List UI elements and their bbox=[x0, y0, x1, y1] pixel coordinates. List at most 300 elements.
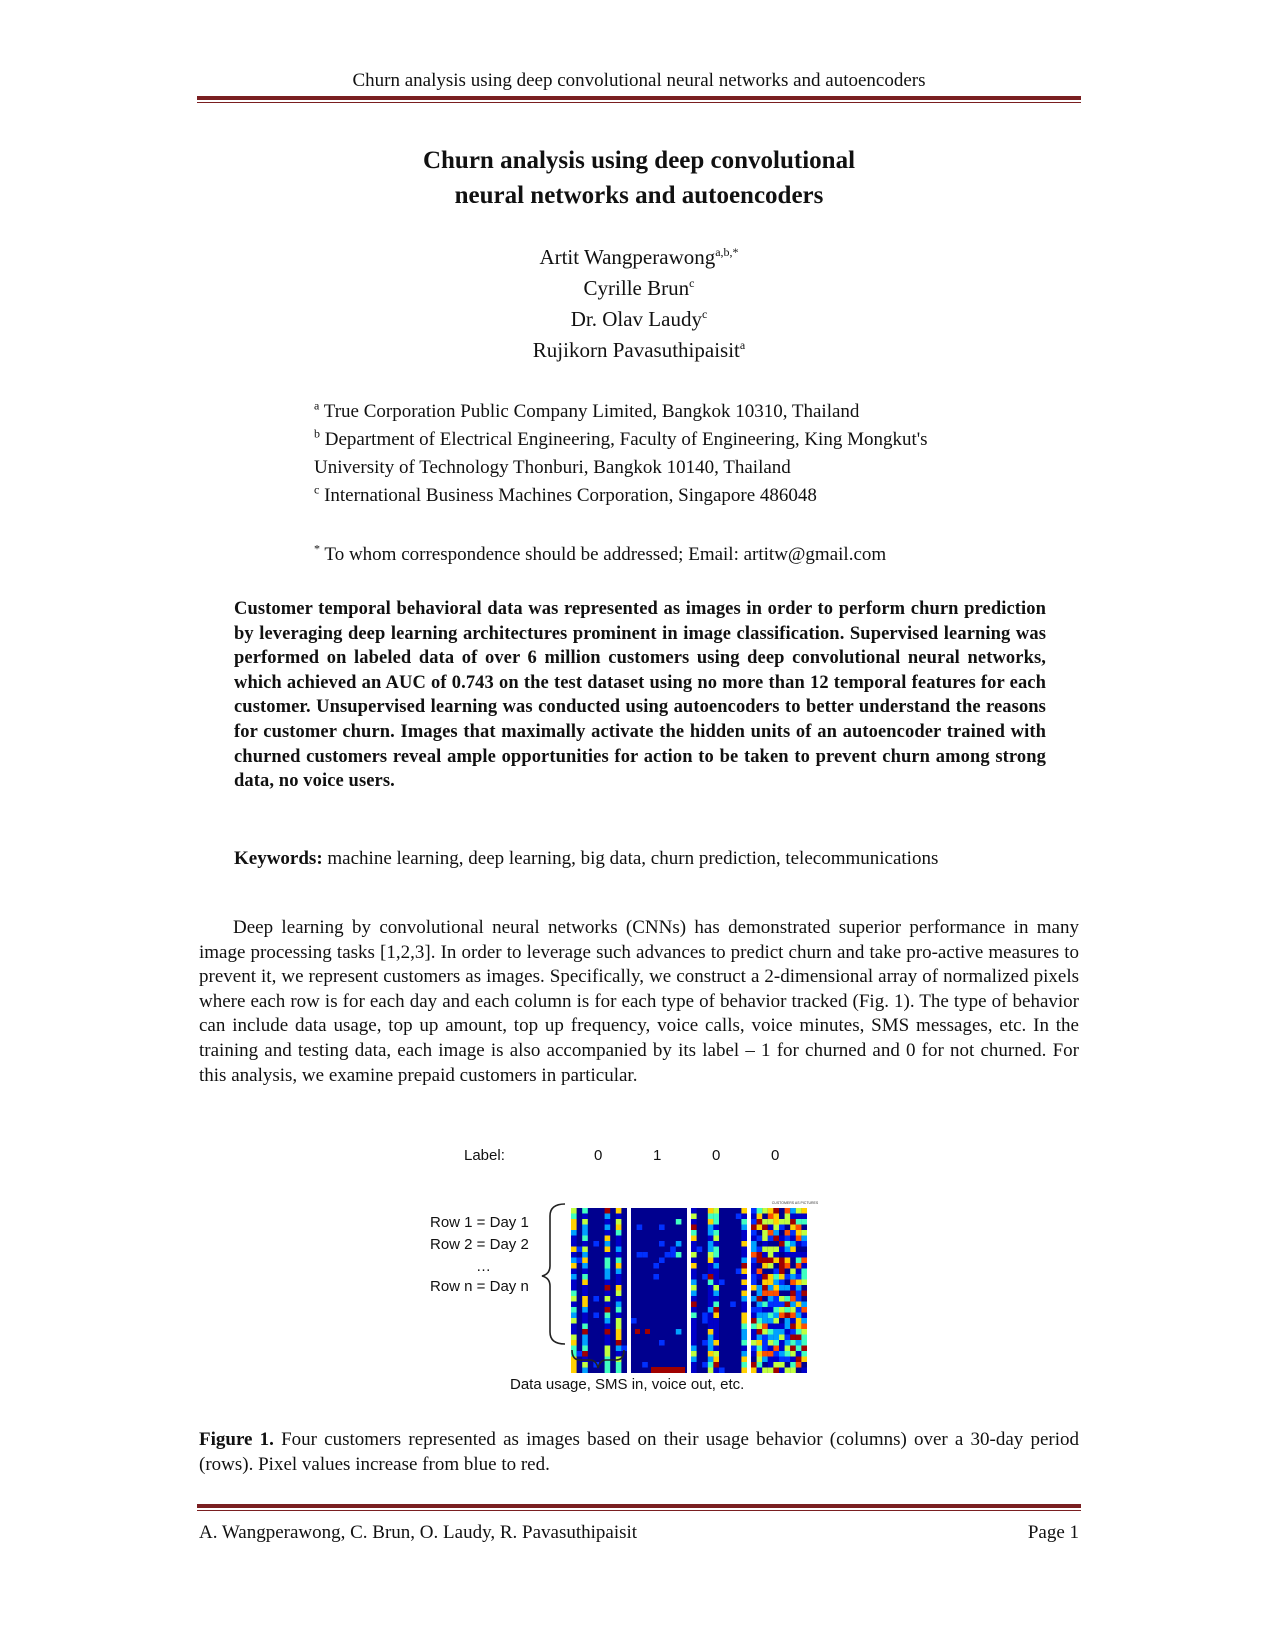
pixel-cell bbox=[713, 1324, 719, 1330]
pixel-cell bbox=[741, 1335, 747, 1341]
pixel-cell bbox=[757, 1362, 763, 1368]
pixel-cell bbox=[762, 1307, 768, 1313]
row-label: … bbox=[476, 1258, 491, 1275]
pixel-cell bbox=[790, 1362, 796, 1368]
pixel-cell bbox=[801, 1263, 807, 1269]
pixel-cell bbox=[751, 1307, 757, 1313]
tiny-title: CUSTOMERS AS PICTURES bbox=[771, 1201, 819, 1205]
pixel-cell bbox=[773, 1313, 779, 1319]
pixel-cell bbox=[708, 1302, 714, 1308]
pixel-cell bbox=[741, 1214, 747, 1220]
pixel-cell bbox=[790, 1269, 796, 1275]
pixel-cell bbox=[801, 1351, 807, 1357]
pixel-cell bbox=[691, 1258, 697, 1264]
pixel-cell bbox=[796, 1291, 802, 1297]
pixel-cell bbox=[582, 1307, 588, 1313]
pixel-cell bbox=[807, 1208, 811, 1373]
pixel-cell bbox=[631, 1318, 637, 1324]
pixel-cell bbox=[713, 1241, 719, 1247]
pixel-cell bbox=[582, 1335, 588, 1341]
pixel-cell bbox=[713, 1219, 719, 1225]
title-line-2: neural networks and autoencoders bbox=[454, 182, 824, 209]
pixel-cell bbox=[779, 1296, 785, 1302]
pixel-cell bbox=[801, 1258, 807, 1264]
pixel-cell bbox=[708, 1346, 714, 1352]
pixel-cell bbox=[773, 1318, 779, 1324]
pixel-cell bbox=[801, 1318, 807, 1324]
pixel-cell bbox=[571, 1324, 577, 1330]
pixel-cell bbox=[691, 1329, 697, 1335]
pixel-cell bbox=[751, 1263, 757, 1269]
caption-text: Four customers represented as images based on their usage behavior (columns) over a 30-day period (rows). Pixel values increase from blue to red. bbox=[199, 1429, 1080, 1475]
affiliation-text: International Business Machines Corporation, Singapore 486048 bbox=[324, 485, 817, 506]
pixel-cell bbox=[773, 1236, 779, 1242]
pixel-cell bbox=[757, 1368, 763, 1374]
pixel-cell bbox=[741, 1296, 747, 1302]
pixel-cell bbox=[762, 1285, 768, 1291]
pixel-cell bbox=[582, 1274, 588, 1280]
pixel-cell bbox=[779, 1258, 785, 1264]
pixel-cell bbox=[779, 1313, 785, 1319]
pixel-cell bbox=[768, 1280, 774, 1286]
pixel-cell bbox=[751, 1346, 757, 1352]
pixel-cell bbox=[605, 1296, 611, 1302]
pixel-cell bbox=[708, 1258, 714, 1264]
pixel-cell bbox=[616, 1214, 622, 1220]
pixel-cell bbox=[713, 1291, 719, 1297]
pixel-cell bbox=[708, 1225, 714, 1231]
figure-label-value: 1 bbox=[653, 1147, 662, 1164]
pixel-cell bbox=[593, 1296, 599, 1302]
pixel-cell bbox=[801, 1269, 807, 1275]
pixel-cell bbox=[790, 1307, 796, 1313]
pixel-cell bbox=[708, 1247, 714, 1253]
pixel-cell bbox=[702, 1313, 708, 1319]
row-label: Row 1 = Day 1 bbox=[430, 1214, 529, 1231]
pixel-cell bbox=[801, 1291, 807, 1297]
pixel-cell bbox=[757, 1324, 763, 1330]
pixel-cell bbox=[773, 1214, 779, 1220]
pixel-cell bbox=[708, 1263, 714, 1269]
pixel-cell bbox=[605, 1329, 611, 1335]
pixel-cell bbox=[713, 1280, 719, 1286]
pixel-cell bbox=[713, 1351, 719, 1357]
pixel-cell bbox=[768, 1329, 774, 1335]
pixel-cell bbox=[801, 1241, 807, 1247]
pixel-cell bbox=[768, 1247, 774, 1253]
pixel-cell bbox=[708, 1307, 714, 1313]
pixel-cell bbox=[631, 1208, 687, 1373]
pixel-cell bbox=[571, 1285, 577, 1291]
pixel-cell bbox=[741, 1362, 747, 1368]
pixel-cell bbox=[751, 1258, 757, 1264]
pixel-cell bbox=[773, 1269, 779, 1275]
pixel-cell bbox=[582, 1302, 588, 1308]
pixel-cell bbox=[713, 1274, 719, 1280]
pixel-cell bbox=[708, 1274, 714, 1280]
pixel-cell bbox=[762, 1324, 768, 1330]
pixel-cell bbox=[796, 1329, 802, 1335]
pixel-cell bbox=[796, 1318, 802, 1324]
pixel-cell bbox=[757, 1340, 763, 1346]
pixel-cell bbox=[801, 1208, 807, 1214]
pixel-cell bbox=[773, 1351, 779, 1357]
author-name: Dr. Olav Laudy bbox=[570, 307, 702, 331]
pixel-cell bbox=[605, 1307, 611, 1313]
pixel-cell bbox=[645, 1329, 650, 1334]
pixel-cell bbox=[582, 1313, 588, 1319]
pixel-cell bbox=[691, 1324, 697, 1330]
pixel-cell bbox=[762, 1263, 768, 1269]
pixel-cell bbox=[790, 1340, 796, 1346]
pixel-cell bbox=[785, 1313, 791, 1319]
pixel-cell bbox=[616, 1335, 622, 1341]
pixel-cell bbox=[790, 1236, 796, 1242]
pixel-cell bbox=[751, 1208, 757, 1214]
pixel-cell bbox=[730, 1302, 736, 1308]
pixel-cell bbox=[708, 1269, 714, 1275]
pixel-cell bbox=[779, 1302, 785, 1308]
pixel-cell bbox=[751, 1362, 757, 1368]
pixel-cell bbox=[571, 1230, 577, 1236]
pixel-cell bbox=[779, 1346, 785, 1352]
pixel-cell bbox=[796, 1208, 802, 1214]
pixel-cell bbox=[751, 1368, 757, 1374]
pixel-cell bbox=[768, 1318, 774, 1324]
pixel-cell bbox=[691, 1252, 697, 1258]
pixel-cell bbox=[582, 1368, 588, 1374]
pixel-cell bbox=[713, 1247, 719, 1253]
pixel-cell bbox=[708, 1351, 714, 1357]
pixel-cell bbox=[768, 1208, 774, 1214]
pixel-cell bbox=[741, 1252, 747, 1258]
pixel-cell bbox=[747, 1208, 751, 1373]
pixel-cell bbox=[773, 1230, 779, 1236]
abstract: Customer temporal behavioral data was represented as images in order to perform churn prediction by leveraging deep learning architectures prominent in image classification. Supervised learning was performed on labeled data of over 6 million customers using deep convolutional neural networks, which achieved an AUC of 0.743 on the test dataset using no more than 12 temporal features for each customer. Unsupervised learning was conducted using autoencoders to better understand the reasons for customer churn. Images that maximally activate the hidden units of an autoencoder trained with churned customers reveal ample opportunities for action to be taken to prevent churn among strong data, no voice users. bbox=[234, 599, 1046, 792]
author bbox=[197, 242, 1081, 273]
pixel-cell bbox=[713, 1368, 719, 1374]
pixel-cell bbox=[616, 1368, 622, 1374]
pixel-cell bbox=[616, 1252, 622, 1258]
pixel-cell bbox=[785, 1241, 791, 1247]
pixel-cell bbox=[605, 1362, 611, 1368]
pixel-cell bbox=[659, 1241, 665, 1247]
pixel-cell bbox=[790, 1335, 796, 1341]
pixel-cell bbox=[762, 1219, 768, 1225]
pixel-cell bbox=[571, 1247, 577, 1253]
pixel-cell bbox=[790, 1225, 796, 1231]
pixel-cell bbox=[751, 1247, 757, 1253]
pixel-cell bbox=[571, 1236, 577, 1242]
pixel-cell bbox=[762, 1258, 768, 1264]
pixel-cell bbox=[691, 1263, 697, 1269]
pixel-cell bbox=[582, 1285, 588, 1291]
pixel-cell bbox=[571, 1318, 577, 1324]
pixel-cell bbox=[708, 1214, 714, 1220]
pixel-cell bbox=[757, 1351, 763, 1357]
pixel-cell bbox=[768, 1214, 774, 1220]
pixel-cell bbox=[801, 1313, 807, 1319]
pixel-cell bbox=[713, 1236, 719, 1242]
pixel-cell bbox=[785, 1296, 791, 1302]
pixel-cell bbox=[687, 1208, 691, 1373]
pixel-cell bbox=[751, 1230, 757, 1236]
pixel-cell bbox=[790, 1357, 796, 1363]
pixel-cell bbox=[605, 1313, 611, 1319]
pixel-cell bbox=[571, 1225, 577, 1231]
pixel-cell bbox=[651, 1367, 685, 1373]
keywords-label: Keywords: bbox=[234, 848, 323, 869]
pixel-cell bbox=[635, 1329, 640, 1334]
pixel-cell bbox=[605, 1214, 611, 1220]
pixel-cell bbox=[571, 1269, 577, 1275]
affiliation bbox=[314, 398, 994, 426]
pixel-cell bbox=[582, 1241, 588, 1247]
pixel-cell bbox=[751, 1225, 757, 1231]
pixel-cell bbox=[571, 1274, 577, 1280]
pixel-cell bbox=[616, 1302, 622, 1308]
pixel-cell bbox=[785, 1329, 791, 1335]
pixel-cell bbox=[785, 1252, 791, 1258]
pixel-cell bbox=[616, 1296, 622, 1302]
pixel-cell bbox=[762, 1236, 768, 1242]
pixel-cell bbox=[713, 1313, 719, 1319]
pixel-cell bbox=[751, 1219, 757, 1225]
pixel-cell bbox=[796, 1285, 802, 1291]
rows-brace-icon bbox=[542, 1204, 565, 1344]
pixel-cell bbox=[790, 1241, 796, 1247]
pixel-cell bbox=[801, 1214, 807, 1220]
pixel-cell bbox=[708, 1368, 714, 1374]
pixel-cell bbox=[757, 1219, 763, 1225]
pixel-cell bbox=[785, 1208, 791, 1214]
pixel-cell bbox=[762, 1346, 768, 1352]
figure-label-value: 0 bbox=[771, 1147, 780, 1164]
pixel-cell bbox=[708, 1241, 714, 1247]
author-list bbox=[197, 242, 1081, 366]
pixel-cell bbox=[605, 1236, 611, 1242]
pixel-cell bbox=[801, 1324, 807, 1330]
author-name: Rujikorn Pavasuthipaisit bbox=[532, 338, 740, 362]
pixel-cell bbox=[571, 1335, 577, 1341]
pixel-cell bbox=[773, 1225, 779, 1231]
pixel-cell bbox=[779, 1225, 785, 1231]
pixel-cell bbox=[801, 1357, 807, 1363]
pixel-cell bbox=[571, 1307, 577, 1313]
pixel-cell bbox=[691, 1362, 697, 1368]
pixel-cell bbox=[796, 1362, 802, 1368]
pixel-cell bbox=[757, 1329, 763, 1335]
pixel-cell bbox=[768, 1225, 774, 1231]
pixel-cell bbox=[616, 1263, 622, 1269]
pixel-cell bbox=[773, 1324, 779, 1330]
pixel-cell bbox=[773, 1335, 779, 1341]
pixel-cell bbox=[582, 1258, 588, 1264]
pixel-cell bbox=[785, 1357, 791, 1363]
pixel-cell bbox=[697, 1247, 703, 1253]
pixel-cell bbox=[779, 1335, 785, 1341]
pixel-cell bbox=[773, 1302, 779, 1308]
pixel-cell bbox=[773, 1208, 779, 1214]
pixel-cell bbox=[582, 1329, 588, 1335]
pixel-cell bbox=[741, 1307, 747, 1313]
pixel-cell bbox=[762, 1241, 768, 1247]
figure-graphic bbox=[440, 1150, 860, 1405]
pixel-cell bbox=[751, 1252, 757, 1258]
pixel-cell bbox=[779, 1280, 785, 1286]
pixel-cell bbox=[605, 1302, 611, 1308]
pixel-cell bbox=[713, 1335, 719, 1341]
pixel-cell bbox=[762, 1252, 768, 1258]
pixel-cell bbox=[691, 1313, 697, 1319]
pixel-cell bbox=[708, 1230, 714, 1236]
pixel-cell bbox=[605, 1318, 611, 1324]
pixel-cell bbox=[768, 1302, 774, 1308]
author bbox=[197, 335, 1081, 366]
pixel-cell bbox=[790, 1324, 796, 1330]
pixel-cell bbox=[741, 1329, 747, 1335]
pixel-cell bbox=[571, 1258, 577, 1264]
pixel-cell bbox=[708, 1285, 714, 1291]
pixel-cell bbox=[627, 1208, 631, 1373]
pixel-cell bbox=[571, 1313, 577, 1319]
pixel-cell bbox=[768, 1219, 774, 1225]
pixel-cell bbox=[785, 1263, 791, 1269]
pixel-cell bbox=[801, 1307, 807, 1313]
pixel-cell bbox=[757, 1274, 763, 1280]
pixel-cell bbox=[736, 1269, 742, 1275]
pixel-cell bbox=[762, 1280, 768, 1286]
pixel-cell bbox=[691, 1208, 697, 1214]
figure-1 bbox=[430, 1147, 860, 1405]
footer-rule bbox=[197, 1504, 1081, 1511]
caption-label: Figure 1. bbox=[199, 1429, 274, 1450]
pixel-cell bbox=[571, 1368, 577, 1374]
pixel-cell bbox=[779, 1329, 785, 1335]
pixel-cell bbox=[790, 1252, 796, 1258]
pixel-cell bbox=[762, 1208, 768, 1214]
pixel-cell bbox=[708, 1340, 714, 1346]
pixel-cell bbox=[691, 1225, 697, 1231]
pixel-cell bbox=[708, 1313, 714, 1319]
pixel-cell bbox=[790, 1302, 796, 1308]
pixel-cell bbox=[605, 1230, 611, 1236]
pixel-cell bbox=[796, 1313, 802, 1319]
pixel-cell bbox=[741, 1219, 747, 1225]
pixel-cell bbox=[616, 1269, 622, 1275]
pixel-cell bbox=[796, 1263, 802, 1269]
pixel-cell bbox=[762, 1329, 768, 1335]
pixel-cell bbox=[757, 1285, 763, 1291]
pixel-cell bbox=[708, 1329, 714, 1335]
pixel-cell bbox=[768, 1258, 774, 1264]
pixel-cell bbox=[768, 1236, 774, 1242]
pixel-cell bbox=[659, 1258, 665, 1264]
pixel-cell bbox=[801, 1219, 807, 1225]
pixel-cell bbox=[773, 1329, 779, 1335]
pixel-cell bbox=[773, 1368, 779, 1374]
pixel-cell bbox=[582, 1280, 588, 1286]
pixel-cell bbox=[741, 1313, 747, 1319]
affiliations bbox=[314, 398, 994, 510]
pixel-cell bbox=[790, 1368, 796, 1374]
pixel-cell bbox=[796, 1252, 802, 1258]
pixel-cell bbox=[762, 1340, 768, 1346]
pixel-cell bbox=[605, 1241, 611, 1247]
pixel-cell bbox=[741, 1318, 747, 1324]
pixel-cell bbox=[796, 1269, 802, 1275]
pixel-cell bbox=[796, 1241, 802, 1247]
pixel-cell bbox=[616, 1219, 622, 1225]
pixel-cell bbox=[708, 1335, 714, 1341]
pixel-cell bbox=[779, 1274, 785, 1280]
pixel-cell bbox=[773, 1285, 779, 1291]
running-title: Churn analysis using deep convolutional neural networks and autoencoders bbox=[352, 70, 926, 91]
pixel-cell bbox=[708, 1280, 714, 1286]
pixel-cell bbox=[773, 1247, 779, 1253]
pixel-cell bbox=[741, 1236, 747, 1242]
pixel-cell bbox=[713, 1252, 719, 1258]
pixel-cell bbox=[708, 1219, 714, 1225]
pixel-cell bbox=[653, 1274, 659, 1280]
pixel-cell bbox=[757, 1258, 763, 1264]
pixel-cell bbox=[779, 1357, 785, 1363]
pixel-cell bbox=[642, 1252, 648, 1258]
pixel-cell bbox=[796, 1230, 802, 1236]
pixel-cell bbox=[741, 1324, 747, 1330]
pixel-cell bbox=[605, 1335, 611, 1341]
pixel-cell bbox=[757, 1313, 763, 1319]
pixel-cell bbox=[741, 1291, 747, 1297]
pixel-cell bbox=[801, 1230, 807, 1236]
pixel-cell bbox=[801, 1335, 807, 1341]
footer bbox=[199, 1522, 1079, 1544]
pixel-cell bbox=[768, 1362, 774, 1368]
pixel-cell bbox=[571, 1362, 577, 1368]
pixel-cell bbox=[741, 1368, 747, 1374]
pixel-cell bbox=[785, 1307, 791, 1313]
pixel-cell bbox=[691, 1285, 697, 1291]
pixel-cell bbox=[762, 1351, 768, 1357]
customer-images bbox=[571, 1208, 811, 1373]
pixel-cell bbox=[757, 1236, 763, 1242]
pixel-cell bbox=[582, 1269, 588, 1275]
pixel-cell bbox=[757, 1214, 763, 1220]
pixel-cell bbox=[785, 1274, 791, 1280]
figure-caption bbox=[199, 1427, 1079, 1477]
author-name: Cyrille Brun bbox=[583, 276, 690, 300]
pixel-cell bbox=[773, 1307, 779, 1313]
pixel-cell bbox=[571, 1252, 577, 1258]
pixel-cell bbox=[762, 1313, 768, 1319]
pixel-cell bbox=[801, 1302, 807, 1308]
pixel-cell bbox=[768, 1346, 774, 1352]
pixel-cell bbox=[713, 1302, 719, 1308]
author-name: Artit Wangperawong bbox=[539, 245, 716, 269]
pixel-cell bbox=[796, 1351, 802, 1357]
pixel-cell bbox=[713, 1263, 719, 1269]
pixel-cell bbox=[790, 1318, 796, 1324]
pixel-cell bbox=[713, 1225, 719, 1231]
pixel-cell bbox=[719, 1368, 725, 1374]
pixel-cell bbox=[768, 1335, 774, 1341]
pixel-cell bbox=[762, 1318, 768, 1324]
pixel-cell bbox=[796, 1346, 802, 1352]
pixel-cell bbox=[790, 1351, 796, 1357]
pixel-cell bbox=[790, 1214, 796, 1220]
pixel-cell bbox=[741, 1302, 747, 1308]
pixel-cell bbox=[757, 1357, 763, 1363]
